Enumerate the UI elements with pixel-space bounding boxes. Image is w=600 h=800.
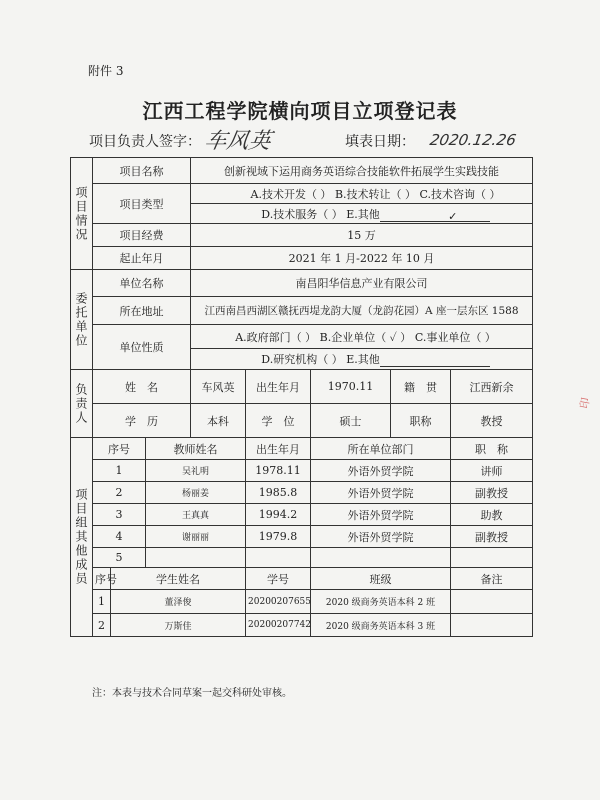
teacher-name: 王真真 [146, 504, 246, 526]
project-type-label: 项目类型 [93, 184, 191, 224]
student-header-note: 备注 [451, 568, 533, 590]
leader-sign-label: 项目负责人签字： [89, 134, 201, 150]
client-address-label: 所在地址 [93, 297, 191, 325]
leader-degree-value: 硕士 [311, 404, 391, 438]
stamp-mark: 印 [577, 396, 593, 410]
teacher-title: 副教授 [451, 526, 533, 548]
leader-edu-label: 学 历 [93, 404, 191, 438]
teacher-birth [246, 548, 311, 568]
client-nature-label: 单位性质 [93, 325, 191, 370]
leader-name-label: 姓 名 [93, 370, 191, 404]
leader-origin-label: 籍 贯 [391, 370, 451, 404]
teacher-header-no: 序号 [93, 438, 146, 460]
teacher-title: 助教 [451, 504, 533, 526]
student-name: 董泽俊 [111, 590, 246, 614]
leader-birth-label: 出生年月 [246, 370, 311, 404]
leader-title-label: 职称 [391, 404, 451, 438]
nature-option-d: D.研究机构（ ） [261, 353, 343, 366]
student-header-no: 序号 [93, 568, 111, 590]
form-title: 江西工程学院横向项目立项登记表 [142, 99, 458, 123]
nature-other-blank [380, 355, 490, 367]
client-nature-line1 [191, 325, 533, 349]
period-value: 2021 年 1 月-2022 年 10 月 [191, 247, 533, 270]
leader-origin-value: 江西新余 [451, 370, 533, 404]
teacher-no: 1 [93, 460, 146, 482]
teacher-row [71, 482, 533, 504]
student-id: 20200207655 [246, 590, 311, 614]
leader-birth-value: 1970.11 [311, 370, 391, 404]
type-check-mark: ✓ [448, 209, 458, 223]
teacher-name: 谢丽丽 [146, 526, 246, 548]
registration-table [70, 157, 533, 637]
student-no: 2 [93, 614, 111, 637]
funding-label: 项目经费 [93, 224, 191, 247]
student-class: 2020 级商务英语本科 3 班 [311, 614, 451, 637]
teacher-row [71, 460, 533, 482]
teacher-no: 2 [93, 482, 146, 504]
teacher-row [71, 526, 533, 548]
leader-title-value: 教授 [451, 404, 533, 438]
teacher-header-title: 职 称 [451, 438, 533, 460]
project-name-label: 项目名称 [93, 158, 191, 184]
section-project: 项目情况 [71, 158, 93, 270]
project-type-line1 [191, 184, 533, 204]
teacher-birth: 1978.11 [246, 460, 311, 482]
client-nature-line2 [191, 349, 533, 370]
teacher-dept: 外语外贸学院 [311, 482, 451, 504]
teacher-dept: 外语外贸学院 [311, 526, 451, 548]
section-members: 项目组其他成员 [71, 438, 93, 637]
teacher-birth: 1985.8 [246, 482, 311, 504]
client-name-label: 单位名称 [93, 270, 191, 297]
nature-option-a: A.政府部门（ ） [235, 330, 317, 344]
client-address-value: 江西南昌西湖区赣抚西堤龙韵大厦（龙韵花园）A 座一层东区 1588 [191, 297, 533, 325]
student-header-id: 学号 [246, 568, 311, 590]
footnote: 注：本表与技术合同草案一起交科研处审核。 [92, 688, 292, 699]
nature-option-c: C.事业单位（ ） [414, 330, 496, 344]
section-leader: 负责人 [71, 370, 93, 438]
type-option-b: B.技术转让（ ） [334, 187, 417, 201]
teacher-dept: 外语外贸学院 [311, 504, 451, 526]
teacher-name [146, 548, 246, 568]
type-option-e: E.其他 [346, 207, 380, 221]
client-name-value: 南昌阳华信息产业有限公司 [191, 270, 533, 297]
teacher-row [71, 504, 533, 526]
teacher-dept: 外语外贸学院 [311, 460, 451, 482]
project-type-line2 [191, 204, 533, 224]
student-note [451, 614, 533, 637]
nature-option-e: E.其他 [346, 353, 380, 366]
teacher-birth: 1994.2 [246, 504, 311, 526]
teacher-header-name: 教师姓名 [146, 438, 246, 460]
teacher-title: 副教授 [451, 482, 533, 504]
attachment-label: 附件 3 [88, 64, 124, 78]
teacher-no: 4 [93, 526, 146, 548]
student-class: 2020 级商务英语本科 2 班 [311, 590, 451, 614]
section-client: 委托单位 [71, 270, 93, 370]
date-value: 2020.12.26 [428, 131, 518, 149]
type-other-blank [380, 210, 490, 222]
teacher-dept [311, 548, 451, 568]
teacher-title: 讲师 [451, 460, 533, 482]
student-id: 20200207742 [246, 614, 311, 637]
teacher-no: 5 [93, 548, 146, 568]
student-name: 万斯佳 [111, 614, 246, 637]
teacher-no: 3 [93, 504, 146, 526]
teacher-header-birth: 出生年月 [246, 438, 311, 460]
nature-option-b: B.企业单位（ ✓ ） [319, 330, 412, 344]
leader-name-value: 车风英 [191, 370, 246, 404]
student-no: 1 [93, 590, 111, 614]
teacher-name: 吴礼明 [146, 460, 246, 482]
type-option-a: A.技术开发（ ） [250, 187, 332, 201]
period-label: 起止年月 [93, 247, 191, 270]
leader-degree-label: 学 位 [246, 404, 311, 438]
project-name-value: 创新视域下运用商务英语综合技能软件拓展学生实践技能 [191, 158, 533, 184]
teacher-row [71, 548, 533, 568]
type-option-c: C.技术咨询（ ） [419, 187, 501, 201]
date-label: 填表日期： [345, 134, 415, 150]
student-header-class: 班级 [311, 568, 451, 590]
teacher-header-dept: 所在单位部门 [311, 438, 451, 460]
teacher-title [451, 548, 533, 568]
student-header-name: 学生姓名 [111, 568, 246, 590]
leader-edu-value: 本科 [191, 404, 246, 438]
leader-signature: 车风英 [202, 129, 273, 154]
student-note [451, 590, 533, 614]
teacher-name: 杨丽姜 [146, 482, 246, 504]
teacher-birth: 1979.8 [246, 526, 311, 548]
funding-value: 15 万 [191, 224, 533, 247]
type-option-d: D.技术服务（ ） [261, 207, 343, 221]
